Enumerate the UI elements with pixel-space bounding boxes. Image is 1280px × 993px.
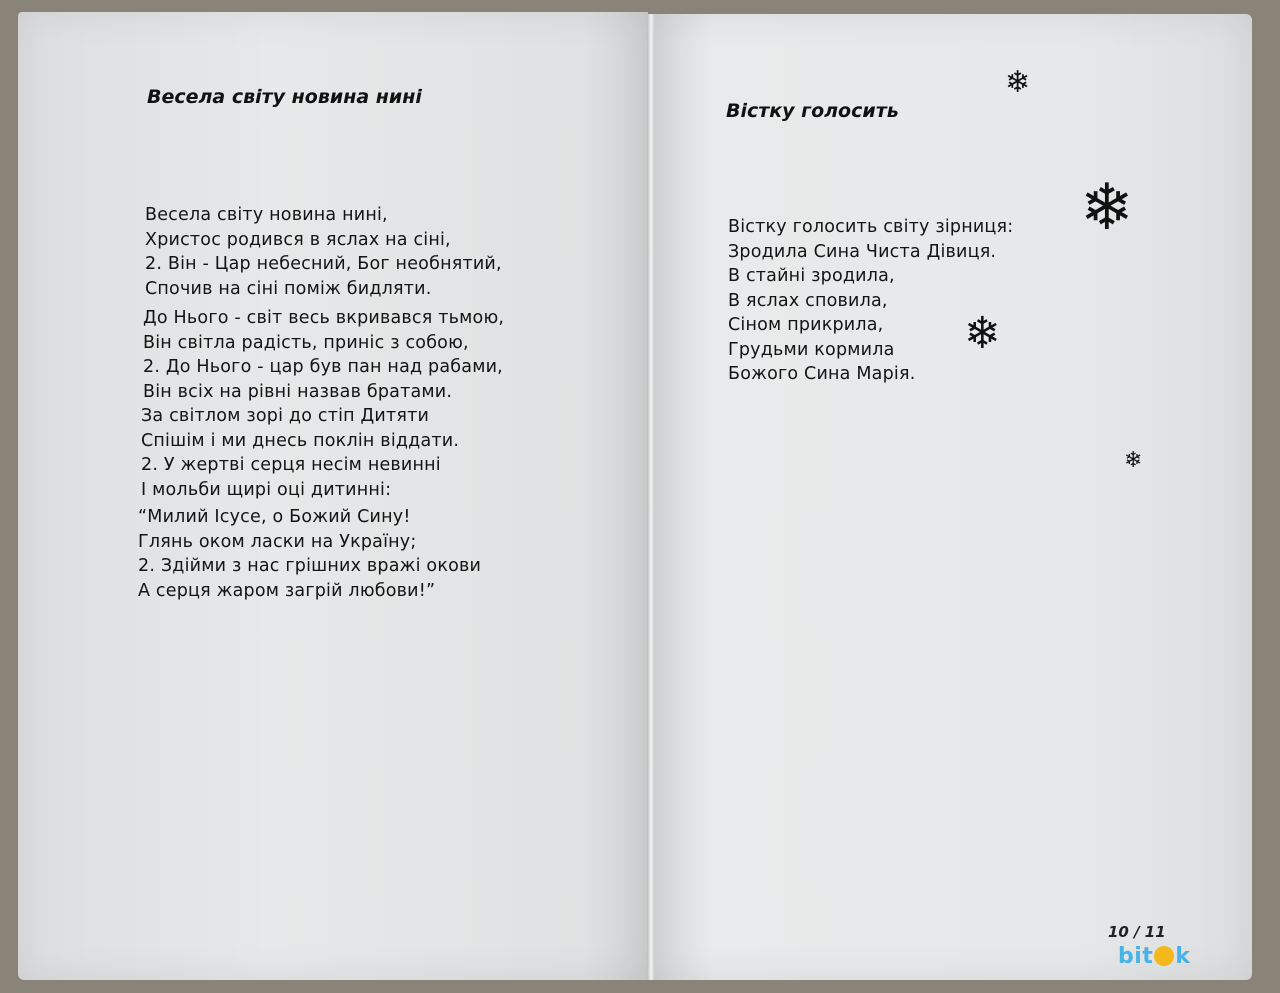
right-page (652, 14, 1252, 980)
verse-line: За світлом зорі до стіп Дитяти (141, 406, 430, 426)
verse-line: В яслах сповила, (728, 290, 888, 311)
verse-line: 2. Він - Цар небесний, Бог необнятий, (145, 254, 502, 274)
verse-line: Він всіх на рівні назвав братами. (143, 381, 453, 402)
verse-line: Весела світу новина нині, (145, 205, 388, 225)
verse-line: 2. У жертві серця несім невинні (141, 455, 441, 475)
right-page-title: Вістку голосить (726, 100, 899, 122)
watermark-logo (1118, 944, 1190, 969)
watermark-circle-icon (1154, 946, 1174, 966)
snowflake-icon: ❄ (1080, 171, 1134, 245)
verse-line: “Милий Ісусе, о Божий Сину! (138, 507, 411, 527)
left-stanza-3 (141, 404, 459, 502)
left-stanza-1 (145, 203, 502, 301)
left-page-title: Весела світу новина нині (147, 86, 422, 108)
verse-line: В стайні зродила, (728, 266, 895, 286)
verse-line: Зродила Сина Чиста Дівиця. (728, 241, 997, 262)
verse-line: До Нього - світ весь вкривався тьмою, (143, 308, 505, 328)
page-number: 10 / 11 (1108, 923, 1166, 941)
right-stanza (728, 215, 1013, 387)
verse-line: Божого Сина Марія. (728, 364, 916, 384)
verse-line: А серця жаром загрій любови!” (138, 580, 436, 601)
verse-line: Він світла радість, приніс з собою, (143, 332, 469, 353)
verse-line: 2. До Нього - цар був пан над рабами, (143, 357, 503, 377)
verse-line: Спочив на сіні поміж бидляти. (145, 278, 432, 299)
snowflake-icon: ❄ (964, 308, 1001, 359)
verse-line: Спішім і ми днесь поклін віддати. (141, 430, 460, 451)
verse-line: Вістку голосить світу зірниця: (728, 217, 1014, 237)
watermark-text-end: k (1175, 944, 1191, 969)
verse-line: Грудьми кормила (728, 339, 895, 360)
book-spine (647, 14, 655, 980)
snowflake-icon: ❄ (1005, 65, 1031, 100)
left-stanza-2 (143, 306, 504, 404)
verse-line: І мольби щирі оці дитинні: (141, 479, 392, 500)
verse-line: Сіном прикрила, (728, 315, 884, 335)
verse-line: 2. Здійми з нас грішних вражі окови (138, 556, 482, 576)
verse-line: Христос родився в яслах на сіні, (145, 229, 451, 250)
watermark-text-start: bit (1118, 944, 1154, 969)
verse-line: Глянь оком ласки на Україну; (138, 531, 417, 552)
snowflake-icon: ❄ (1124, 448, 1143, 473)
left-stanza-4 (138, 505, 481, 603)
